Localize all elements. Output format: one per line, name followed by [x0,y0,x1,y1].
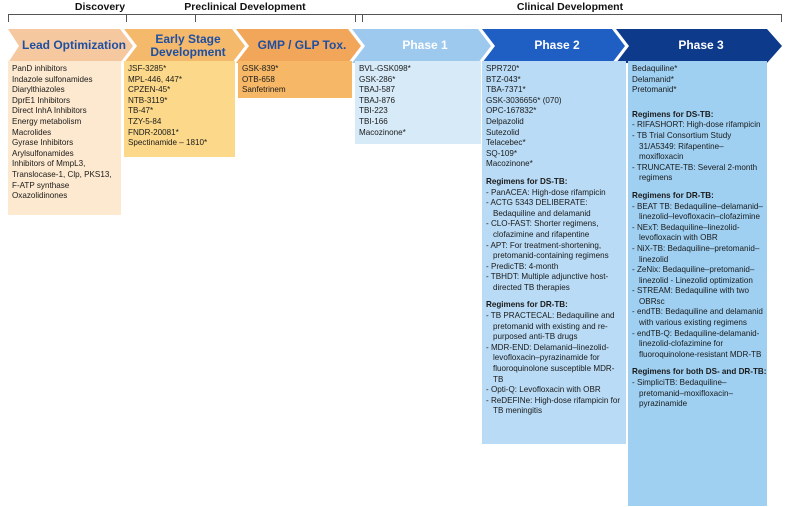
phase2-ds-regimen: - ACTG 5343 DELIBERATE: Bedaquiline and delamanid [486,198,591,218]
phase3-dr-regimen: - NiX-TB: Bedaquiline–pretomanid–linezolid [632,243,760,264]
phase2-dr-regimen: - MDR-END: Delamanid–linezolid-levofloxacin–pyrazinamide for fluoroquinolone susceptible MDR-TB [486,342,615,384]
phase3-ds-regimen: - TRUNCATE-TB: Several 2-month regimens [632,162,758,183]
phase3-dr-regimen: - STREAM: Bedaquiline with two OBRsc [632,286,749,306]
bracket-clinical [355,14,782,22]
phase1-item: TBAJ-587 [359,85,395,95]
lead-item: Gyrase Inhibitors [12,138,74,148]
early-item: CPZEN-45* [128,85,171,95]
lead-item: Energy metabolism [12,116,82,126]
lead-item: Oxazolidinones [12,191,68,201]
phase3-ds-regimen: - TB Trial Consortium Study 31/A5349: Rifapentine–moxifloxacin [632,130,732,162]
phase2-drug: Sutezolid [486,127,520,137]
phase3-dr-regimen: - endTB-Q: Bedaquiline-delamanid-linezolid-clofazimine for fluoroquinolone-resistant MDR-TB [632,328,762,359]
early-item: JSF-3285* [128,64,167,73]
phase1-item: BVL-GSK098* [359,64,411,73]
phase2-dr-regimen: - ReDEFINe: High-dose rifampicin for TB meningitis [486,395,621,416]
phase2-ds-regimen: - TBHDT: Multiple adjunctive host-directed TB therapies [486,272,609,292]
phase3-dr-heading: Regimens for DR-TB: [632,190,714,200]
phase2-ds-heading: Regimens for DS-TB: [486,176,568,186]
phase2-drug: Delpazolid [486,116,524,126]
early-item: Spectinamide – 1810* [128,138,208,148]
lead-optimization-box [8,61,121,215]
phase3-drug: Pretomanid* [632,85,677,95]
phase2-drug: SPR720* [486,64,520,73]
lead-item: Indazole sulfonamides [12,74,93,84]
phase1-item: GSK-286* [359,74,396,84]
lead-item: Translocase-1, Clp, PKS13, [12,169,112,179]
phase1-item: TBI-166 [359,116,388,126]
early-item: TZY-5-84 [128,116,162,126]
phase3-ds-heading: Regimens for DS-TB: [632,109,714,119]
phase2-drug: SQ-109* [486,148,518,158]
phase1-box [355,61,481,144]
bracket-preclinical [126,14,363,22]
phase3-box [628,61,767,506]
stage-phase3-label: Phase 3 [678,38,724,53]
phase3-dr-regimen: - NExT: Bedaquiline–linezolid-levofloxacin with OBR [632,222,740,243]
phase3-dr-regimen: - BEAT TB: Bedaquiline–delamanid–linezolid–levofloxacin–clofazimine [632,201,763,222]
header-preclinical: Preclinical Development [184,1,306,13]
stage-early-label: Early Stage Development [150,31,226,59]
phase2-ds-regimen: - PredicTB: 4-month [486,261,559,271]
phase1-item: Macozinone* [359,127,406,137]
phase3-both-heading: Regimens for both DS- and DR-TB: [632,367,767,377]
phase3-both-regimen: - SimpliciTB: Bedaquiline–pretomanid–moxifloxacin–pyrazinamide [632,378,734,409]
phase2-drug: BTZ-043* [486,74,521,84]
header-discovery: Discovery [74,1,126,13]
lead-item: DprE1 Inhibitors [12,95,71,105]
phase2-ds-regimen: - CLO-FAST: Shorter regimens, clofazimine and rifapentine [486,219,599,239]
stage-lead-label: Lead Optimization [21,38,126,53]
phase2-drug: GSK-3036656* (070) [486,95,562,105]
stage-phase2-label: Phase 2 [534,38,580,53]
phase1-item: TBAJ-876 [359,95,395,105]
lead-item: Diarylthiazoles [12,85,65,95]
phase2-ds-regimen: - APT: For treatment-shortening, pretomanid-containing regimens [486,240,609,261]
phase2-dr-regimen: - TB PRACTECAL: Bedaquiline and pretomanid with existing and re-purposed anti-TB drugs [486,311,615,342]
early-item: TB-47* [128,106,154,116]
stage-gmp-label: GMP / GLP Tox. [257,38,347,53]
phase3-dr-regimen: - endTB: Bedaquiline and delamanid with various existing regimens [632,307,763,328]
gmp-item: Sanfetrinem [242,85,286,95]
stage-phase1-label: Phase 1 [402,38,448,53]
early-item: NTB-3119* [128,95,168,105]
lead-item: Macrolides [12,127,52,137]
header-clinical: Clinical Development [516,1,624,13]
phase3-drug: Bedaquiline* [632,64,678,73]
spacer [632,96,763,103]
lead-item: F-ATP synthase [12,180,70,190]
phase2-drug: TBA-7371* [486,85,526,95]
gmp-item: GSK-839* [242,64,279,73]
phase2-drug: Telacebec* [486,138,526,148]
phase3-dr-regimen: - ZeNix: Bedaquiline–pretomanid–linezolid - Linezolid optimization [632,265,755,285]
lead-item: Arylsulfonamides [12,148,74,158]
phase2-dr-heading: Regimens for DR-TB: [486,300,568,310]
phase2-box [482,61,626,444]
early-item: MPL-446, 447* [128,74,182,84]
phase3-ds-regimen: - RIFASHORT: High-dose rifampicin [632,120,761,130]
phase2-dr-regimen: - Opti-Q: Levofloxacin with OBR [486,385,601,395]
phase2-drug: Macozinone* [486,159,533,169]
gmp-item: OTB-658 [242,74,275,84]
lead-item: Direct InhA Inhibitors [12,106,87,116]
early-item: FNDR-20081* [128,127,179,137]
lead-item: PanD inhibitors [12,64,67,73]
phase2-drug: OPC-167832* [486,106,537,116]
phase3-drug: Delamanid* [632,74,674,84]
lead-item: Inhibitors of MmpL3, [12,159,86,169]
phase2-ds-regimen: - PanACEA: High-dose rifampicin [486,187,606,197]
early-stage-box [124,61,235,157]
phase1-item: TBI-223 [359,106,388,116]
gmp-glp-box [238,61,352,98]
